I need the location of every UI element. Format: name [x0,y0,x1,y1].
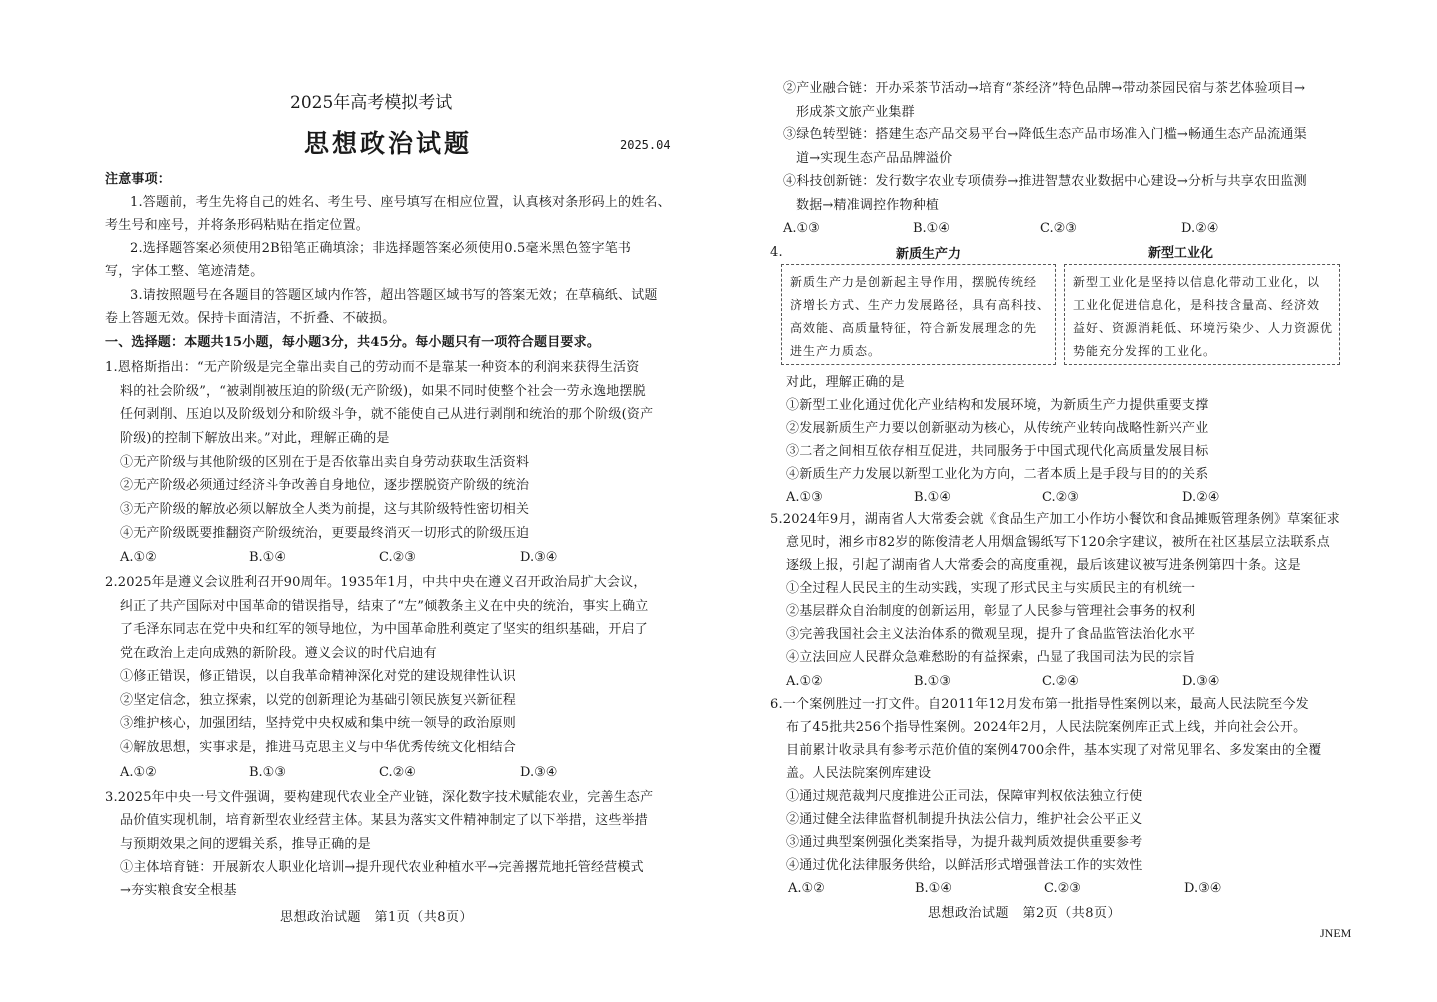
question-2-statement: ②坚定信念，独立探索，以党的创新理论为基础引领民族复兴新征程 [120,693,517,708]
question-2-stem: 党在政治上走向成熟的新阶段。遵义会议的时代启迪有 [120,646,437,661]
question-3-option-a[interactable]: A.①③ [783,221,820,236]
question-3-stem: 品价值实现机制，培育新型农业经营主体。某县为落实文件精神制定了以下举措，这些举措 [120,813,649,828]
question-4-number: 4. [770,245,783,260]
question-1-stem: 任何剥削、压迫以及阶级划分和阶级斗争，就不能使自己从进行剥削和统治的那个阶级(资产 [120,407,654,422]
question-6-statement: ①通过规范裁判尺度推进公正司法，保障审判权依法独立行使 [786,789,1143,804]
question-5-option-a[interactable]: A.①② [786,674,823,689]
page-footer: 思想政治试题 第2页（共8页） [928,906,1122,921]
question-4-statement: ①新型工业化通过优化产业结构和发展环境，为新质生产力提供重要支撑 [786,398,1209,413]
question-5-statement: ③完善我国社会主义法治体系的微观呈现，提升了食品监管法治化水平 [786,627,1196,642]
question-4-statement: ②发展新质生产力要以创新驱动为核心，从传统产业转向战略性新兴产业 [786,421,1209,436]
question-3-statement: ④科技创新链：发行数字农业专项债券→推进智慧农业数据中心建设→分析与共享农田监测 [783,174,1307,189]
question-6-stem: 6.一个案例胜过一打文件。自2011年12月发布第一批指导性案例以来，最高人民法院至今发 [770,697,1309,712]
question-1-option-b[interactable]: B.①④ [249,550,286,565]
question-2-stem: 纠正了共产国际对中国革命的错误指导，结束了“左”倾教条主义在中央的统治，事实上确立 [120,599,649,614]
question-3-statement: ①主体培育链：开展新农人职业化培训→提升现代农业种植水平→完善撂荒地托管经营模式 [120,860,644,875]
question-5-option-d[interactable]: D.③④ [1182,674,1220,689]
question-3-statement: →夯实粮食安全根基 [120,883,237,898]
question-3-statement: ③绿色转型链：搭建生态产品交易平台→降低生态产品市场准入门槛→畅通生态产品流通渠 [783,127,1307,142]
question-1-statement: ③无产阶级的解放必须以解放全人类为前提，这与其阶级特性密切相关 [120,502,530,517]
question-2-statement: ③维护核心，加强团结，坚持党中央权威和集中统一领导的政治原则 [120,716,517,731]
question-4-option-a[interactable]: A.①③ [786,490,823,505]
question-3-statement: 形成茶文旅产业集群 [796,105,915,120]
question-6-option-d[interactable]: D.③④ [1184,881,1222,896]
notice-heading: 注意事项： [105,172,172,187]
question-2-statement: ①修正错误，修正错误，以自我革命精神深化对党的建设规律性认识 [120,669,517,684]
question-6-stem: 目前累计收录具有参考示范价值的案例4700余件，基本实现了对常见罪名、多发案由的全覆 [786,743,1322,758]
question-2-option-c[interactable]: C.②④ [379,765,416,780]
question-4-option-d[interactable]: D.②④ [1182,490,1220,505]
box-text-line: 势能充分发挥的工业化。 [1073,344,1217,358]
box-text-line: 工业化促进信息化，是科技含量高、经济效 [1073,298,1321,312]
question-1-option-c[interactable]: C.②③ [379,550,416,565]
question-5-stem: 5.2024年9月，湖南省人大常委会就《食品生产加工小作坊小餐饮和食品摊贩管理条例》草案征求 [770,512,1340,527]
box-text-line: 济增长方式、生产力发展路径，具有高科技、 [790,298,1051,312]
page-footer: 思想政治试题 第1页（共8页） [280,910,474,925]
box-text-line: 新质生产力是创新起主导作用，摆脱传统经 [790,275,1038,289]
question-3-statement: ②产业融合链：开办采茶节活动→培育“茶经济”特色品牌→带动茶园民宿与茶艺体验项目→ [783,81,1306,96]
question-4-option-b[interactable]: B.①④ [914,490,951,505]
question-1-stem: 1.恩格斯指出：“无产阶级是完全靠出卖自己的劳动而不是靠某一种资本的利润来获得生活资 [105,360,640,375]
box-title-new-productive-forces: 新质生产力 [896,247,962,262]
question-4-statement: ③二者之间相互依存相互促进，共同服务于中国式现代化高质量发展目标 [786,444,1209,459]
question-3-statement: 道→实现生态产品品牌溢价 [796,151,953,166]
question-1-statement: ①无产阶级与其他阶级的区别在于是否依靠出卖自身劳动获取生活资料 [120,455,530,470]
box-text-line: 益好、资源消耗低、环境污染少、人力资源优 [1073,321,1334,335]
question-1-stem: 料的社会阶级”，“被剥削被压迫的阶级(无产阶级)，如果不同时使整个社会一劳永逸地摆脱 [120,384,646,399]
exam-date: 2025.04 [620,138,671,152]
question-3-stem: 与预期效果之间的逻辑关系，推导正确的是 [120,837,371,852]
question-5-stem: 逐级上报，引起了湖南省人大常委会的高度重视，最后该建议被写进条例第四十条。这是 [786,558,1301,573]
box-new-industrialization [1064,264,1340,365]
question-5-statement: ②基层群众自治制度的创新运用，彰显了人民参与管理社会事务的权利 [786,604,1196,619]
notice-line: 写，字体工整、笔迹清楚。 [105,264,264,279]
question-1-stem: 阶级)的控制下解放出来。”对此，理解正确的是 [120,431,390,446]
question-6-option-a[interactable]: A.①② [788,881,825,896]
question-6-stem: 布了45批共256个指导性案例。2024年2月，人民法院案例库正式上线，并向社会公开。 [786,720,1307,735]
notice-line: 考生号和座号，并将条形码粘贴在指定位置。 [105,218,370,233]
question-3-option-c[interactable]: C.②③ [1040,221,1077,236]
question-5-option-c[interactable]: C.②④ [1042,674,1079,689]
exam-code: JNEM [1320,926,1352,940]
question-5-option-b[interactable]: B.①③ [914,674,951,689]
notice-line: 卷上答题无效。保持卡面清洁，不折叠、不破损。 [105,311,396,326]
box-text-line: 新型工业化是坚持以信息化带动工业化，以 [1073,275,1321,289]
exam-title: 2025年高考模拟考试 [290,93,453,113]
question-6-stem: 盖。人民法院案例库建设 [786,766,932,781]
question-3-option-b[interactable]: B.①④ [913,221,950,236]
question-6-statement: ③通过典型案例强化类案指导，为提升裁判质效提供重要参考 [786,835,1143,850]
question-4-statement: ④新质生产力发展以新型工业化为方向，二者本质上是手段与目的的关系 [786,467,1209,482]
question-3-option-d[interactable]: D.②④ [1181,221,1219,236]
question-2-option-d[interactable]: D.③④ [520,765,558,780]
question-6-statement: ④通过优化法律服务供给，以鲜活形式增强普法工作的实效性 [786,858,1143,873]
box-text-line: 高效能、高质量特征，符合新发展理念的先 [790,321,1038,335]
question-2-option-b[interactable]: B.①③ [249,765,286,780]
question-2-option-a[interactable]: A.①② [120,765,157,780]
question-2-statement: ④解放思想，实事求是，推进马克思主义与中华优秀传统文化相结合 [120,740,517,755]
question-6-statement: ②通过健全法律监督机制提升执法公信力，维护社会公平正义 [786,812,1143,827]
question-5-statement: ①全过程人民民主的生动实践，实现了形式民主与实质民主的有机统一 [786,581,1196,596]
notice-line: 1.答题前，考生先将自己的姓名、考生号、座号填写在相应位置，认真核对条形码上的姓名、 [130,195,671,210]
question-3-statement: 数据→精准调控作物种植 [796,198,940,213]
question-4-option-c[interactable]: C.②③ [1042,490,1079,505]
question-4-stem: 对此，理解正确的是 [786,375,905,390]
notice-line: 3.请按照题号在各题目的答题区域内作答，超出答题区域书写的答案无效；在草稿纸、试题 [130,288,658,303]
question-6-option-c[interactable]: C.②③ [1044,881,1081,896]
notice-line: 2.选择题答案必须使用2B铅笔正确填涂；非选择题答案必须使用0.5毫米黑色签字笔书 [130,241,632,256]
question-5-statement: ④立法回应人民群众急难愁盼的有益探索，凸显了我国司法为民的宗旨 [786,650,1196,665]
question-3-stem: 3.2025年中央一号文件强调，要构建现代农业全产业链，深化数字技术赋能农业，完善生态产 [105,790,654,805]
box-new-productive-forces [781,264,1056,365]
question-1-option-a[interactable]: A.①② [120,550,157,565]
question-2-stem: 2.2025年是遵义会议胜利召开90周年。1935年1月，中共中央在遵义召开政治局扩大会议， [105,575,647,590]
question-1-option-d[interactable]: D.③④ [520,550,558,565]
subject-title: 思想政治试题 [304,129,473,158]
question-1-statement: ②无产阶级必须通过经济斗争改善自身地位，逐步摆脱资产阶级的统治 [120,478,530,493]
section-heading: 一、选择题：本题共15小题，每小题3分，共45分。每小题只有一项符合题目要求。 [105,335,601,350]
question-2-stem: 了毛泽东同志在党中央和红军的领导地位，为中国革命胜利奠定了坚实的组织基础，开启了 [120,622,649,637]
question-1-statement: ④无产阶级既要推翻资产阶级统治，更要最终消灭一切形式的阶级压迫 [120,526,530,541]
question-6-option-b[interactable]: B.①④ [915,881,952,896]
box-title-new-industrialization: 新型工业化 [1148,246,1214,261]
box-text-line: 进生产力质态。 [790,344,882,358]
question-5-stem: 意见时，湘乡市82岁的陈俊清老人用烟盒锡纸写下120余字建议，被所在社区基层立法联系点 [786,535,1330,550]
